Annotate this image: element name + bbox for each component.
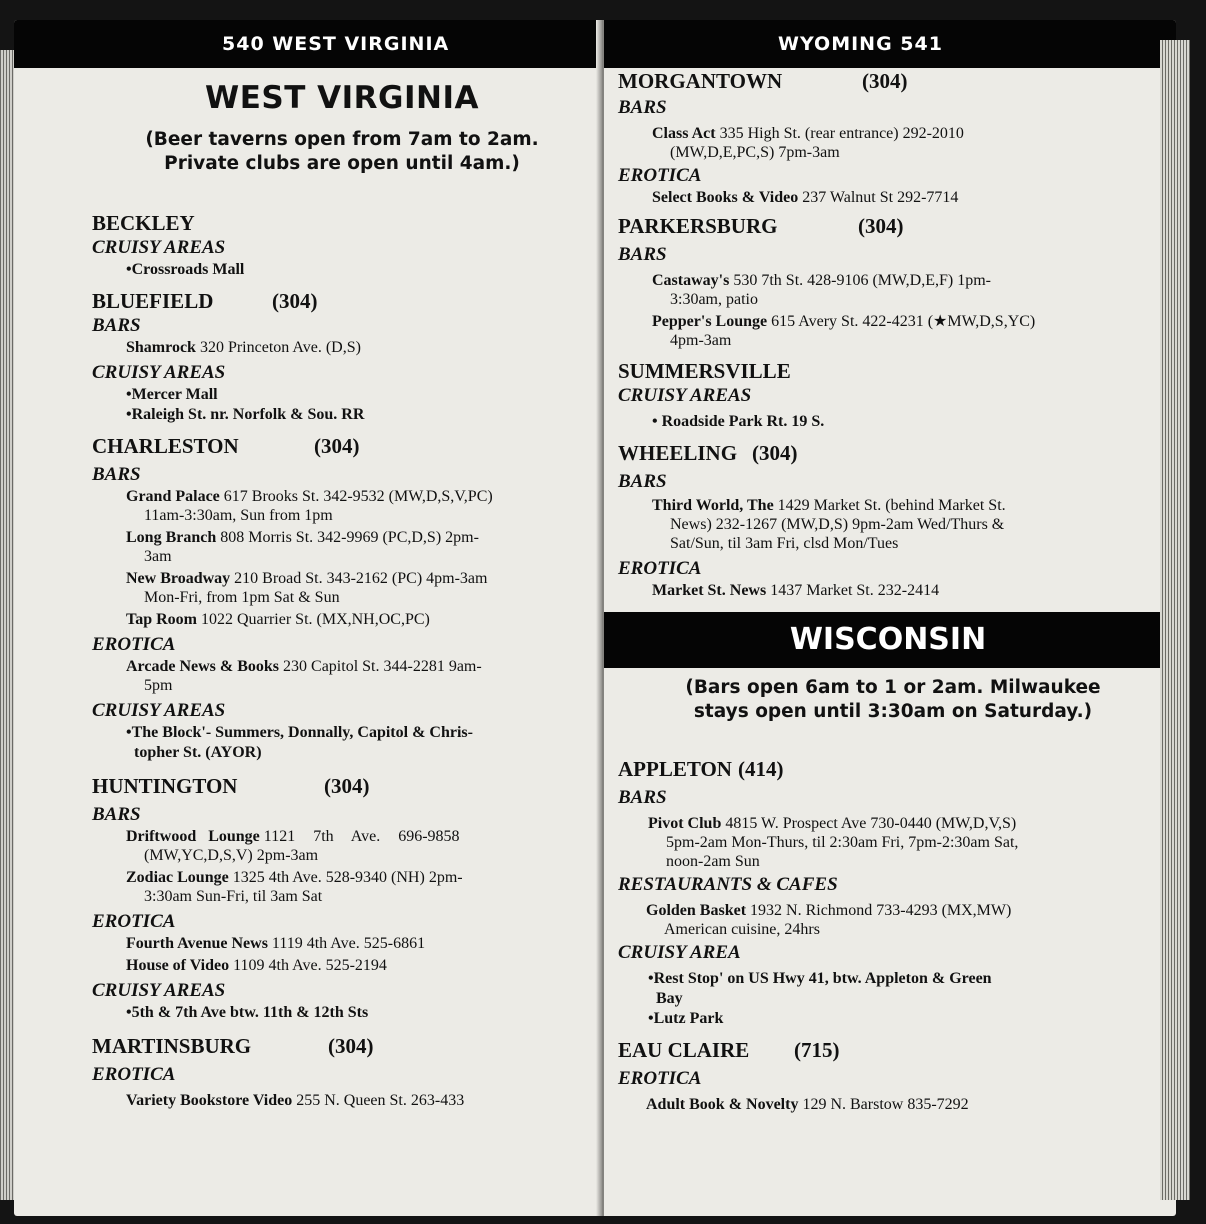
listing-class-act [618,124,1168,162]
category-cruisy: CRUISY AREAS [92,362,226,383]
city-summersville [618,358,1168,384]
left-page-header [14,20,602,68]
listing-name: House of Video [126,957,230,974]
listing-arcade-news [92,657,592,695]
category-bars: BARS [618,244,667,265]
category-bars: BARS [92,804,141,825]
listing-select-books [618,188,1168,207]
listing-grand-palace [92,487,592,525]
listing-detail-cont: 3:30am, patio [670,291,758,308]
listing-detail: 1022 Quarrier St. (MX,NH,OC,PC) [200,611,430,628]
listing-name: Tap Room [126,611,197,628]
listing-detail: 617 Brooks St. 342-9532 (MW,D,S,V,PC) [223,488,493,505]
cruisy-text-cont: topher St. (AYOR) [134,744,262,761]
listing-name: Market St. News [652,582,767,599]
listing-name: Castaway's [652,272,730,289]
listing-detail-cont: Mon-Fri, from 1pm Sat & Sun [144,589,340,606]
listing-detail-cont: 3:30am Sun-Fri, til 3am Sat [144,888,323,905]
category-erotica: EROTICA [618,558,702,579]
state-note-line2: Private clubs are open until 4am.) [164,153,520,174]
category-bars: BARS [618,97,667,118]
category-bars: BARS [618,471,667,492]
listing-detail-cont: News) 232-1267 (MW,D,S) 9pm-2am Wed/Thurs & [670,516,1005,533]
listing-detail: 4815 W. Prospect Ave 730-0440 (MW,D,V,S) [725,815,1017,832]
listing-house-of-video [92,956,592,975]
cruisy-item [92,723,592,763]
category-erotica: EROTICA [618,165,702,186]
listing-name: Select Books & Video [652,189,799,206]
left-page-content [14,76,592,1110]
city-name: MORGANTOWN [618,69,783,93]
area-code: (304) [272,289,318,313]
city-eau-claire [618,1037,1168,1063]
listing-variety-bookstore [92,1091,592,1110]
listing-detail-cont: Sat/Sun, til 3am Fri, clsd Mon/Tues [670,535,899,552]
listing-adult-book [618,1095,1168,1114]
listing-detail-cont: 5pm [144,677,173,694]
area-code: (304) [858,214,904,238]
cruisy-item: • Roadside Park Rt. 19 S. [652,413,825,430]
listing-market-st-news [618,581,1168,600]
listing-detail: 1119 4th Ave. 525-6861 [271,935,426,952]
listing-peppers-lounge [618,312,1168,350]
listing-detail: 230 Capitol St. 344-2281 9am- [283,658,482,675]
listing-long-branch [92,528,592,566]
city-name: PARKERSBURG [618,214,778,238]
listing-detail: 1429 Market St. (behind Market St. [777,497,1006,514]
category-cruisy: CRUISY AREAS [92,700,226,721]
listing-name: Pepper's Lounge [652,313,768,330]
listing-detail-cont: 4pm-3am [670,332,732,349]
category-cruisy: CRUISY AREA [618,942,741,963]
listing-detail-cont: American cuisine, 24hrs [664,921,820,938]
category-erotica: EROTICA [92,911,176,932]
city-huntington [92,773,592,799]
cruisy-text: •The Block'- Summers, Donnally, Capitol & Chris- [126,724,473,741]
cruisy-text-cont: Bay [656,990,683,1007]
cruisy-item: •5th & 7th Ave btw. 11th & 12th Sts [126,1004,369,1021]
listing-golden-basket [618,901,1168,939]
category-erotica: EROTICA [92,1064,176,1085]
state-note-line1: (Beer taverns open from 7am to 2am. [145,129,539,150]
listing-name: Grand Palace [126,488,220,505]
listing-new-broadway [92,569,592,607]
cruisy-item [618,969,1168,1009]
state-title-west-virginia: WEST VIRGINIA [205,80,479,116]
city-martinsburg [92,1033,592,1059]
state-title-wisconsin: WISCONSIN [604,612,1172,668]
category-bars: BARS [618,787,667,808]
category-cruisy: CRUISY AREAS [92,237,226,258]
city-parkersburg [618,213,1168,239]
listing-name: Shamrock [126,339,196,356]
area-code: (414) [737,757,784,781]
city-name: BECKLEY [92,211,195,235]
city-name: CHARLESTON [92,434,239,458]
listing-detail-cont: 3am [144,548,172,565]
city-bluefield [92,288,592,314]
area-code: (304) [314,434,360,458]
area-code: (304) [328,1034,374,1058]
left-header-text: 540 WEST VIRGINIA [222,33,450,55]
listing-zodiac [92,868,592,906]
listing-detail: 210 Broad St. 343-2162 (PC) 4pm-3am [234,570,488,587]
listing-name: Long Branch [126,529,217,546]
cruisy-text: •Rest Stop' on US Hwy 41, btw. Appleton & Green [648,970,992,987]
category-cruisy: CRUISY AREAS [618,385,752,406]
listing-tap-room [92,610,592,629]
cruisy-item: •Crossroads Mall [126,261,245,278]
city-name: EAU CLAIRE [618,1038,750,1062]
listing-name: Class Act [652,125,716,142]
city-name: APPLETON [618,757,732,781]
area-code: (715) [794,1038,840,1062]
listing-detail: 129 N. Barstow 835-7292 [802,1096,969,1113]
listing-name: Arcade News & Books [126,658,280,675]
listing-third-world [618,496,1168,553]
listing-name: Variety Bookstore Video [126,1092,293,1109]
city-charleston [92,433,592,459]
listing-name: Fourth Avenue News [126,935,268,952]
category-restaurants: RESTAURANTS & CAFES [618,874,838,895]
listing-detail: 320 Princeton Ave. (D,S) [199,339,361,356]
city-name: BLUEFIELD [92,289,214,313]
left-page [14,20,602,1216]
right-page [604,20,1176,1216]
city-name: WHEELING [618,441,738,465]
listing-name: Pivot Club [648,815,722,832]
city-beckley [92,210,592,236]
listing-detail: 1109 4th Ave. 525-2194 [233,957,387,974]
listing-detail-cont: 11am-3:30am, Sun from 1pm [144,507,333,524]
wisconsin-note-line1: (Bars open 6am to 1 or 2am. Milwaukee [685,677,1101,698]
listing-castaways [618,271,1168,309]
listing-detail: 1932 N. Richmond 733-4293 (MX,MW) [750,902,1012,919]
listing-name: Golden Basket [646,902,747,919]
cruisy-item: •Raleigh St. nr. Norfolk & Sou. RR [126,406,365,423]
listing-name: Driftwood Lounge [126,828,260,845]
city-wheeling [618,440,1168,466]
city-appleton [618,756,1168,782]
listing-detail: 615 Avery St. 422-4231 (★MW,D,S,YC) [771,313,1036,330]
right-header-text: WYOMING 541 [778,33,943,55]
listing-detail: 808 Morris St. 342-9969 (PC,D,S) 2pm- [220,529,479,546]
wisconsin-note-line2: stays open until 3:30am on Saturday.) [693,701,1093,722]
listing-fourth-avenue [92,934,592,953]
listing-detail-cont: (MW,YC,D,S,V) 2pm-3am [144,847,319,864]
cruisy-item: •Lutz Park [648,1010,724,1027]
listing-detail: 530 7th St. 428-9106 (MW,D,E,F) 1pm- [733,272,991,289]
category-bars: BARS [92,464,141,485]
listing-name: Adult Book & Novelty [646,1096,799,1113]
right-page-edges [1160,40,1190,1200]
listing-detail: 335 High St. (rear entrance) 292-2010 [719,125,964,142]
area-code: (304) [752,441,798,465]
listing-pivot-club [618,814,1168,871]
cruisy-item: •Mercer Mall [126,386,218,403]
city-name: HUNTINGTON [92,774,238,798]
category-erotica: EROTICA [92,634,176,655]
city-name: MARTINSBURG [92,1034,252,1058]
listing-name: Third World, The [652,497,774,514]
listing-detail: 237 Walnut St 292-7714 [802,189,959,206]
listing-detail-cont: 5pm-2am Mon-Thurs, til 2:30am Fri, 7pm-2:30am Sat, [666,834,1019,851]
city-morgantown [618,68,1168,94]
listing-detail: 1437 Market St. 232-2414 [770,582,940,599]
listing-driftwood [92,827,592,865]
category-cruisy: CRUISY AREAS [92,980,226,1001]
listing-detail: 1325 4th Ave. 528-9340 (NH) 2pm- [232,869,463,886]
listing-detail-cont: noon-2am Sun [666,853,760,870]
listing-detail-cont: (MW,D,E,PC,S) 7pm-3am [670,144,840,161]
listing-name: Zodiac Lounge [126,869,229,886]
area-code: (304) [862,69,908,93]
listing-name: New Broadway [126,570,231,587]
category-bars: BARS [92,315,141,336]
listing-shamrock [92,338,592,357]
right-page-content [604,68,1168,1114]
city-name: SUMMERSVILLE [618,359,791,383]
listing-detail: 255 N. Queen St. 263-433 [296,1092,465,1109]
category-erotica: EROTICA [618,1068,702,1089]
listing-detail: 1121 7th Ave. 696-9858 [263,828,460,845]
area-code: (304) [324,774,370,798]
right-page-header [604,20,1176,68]
